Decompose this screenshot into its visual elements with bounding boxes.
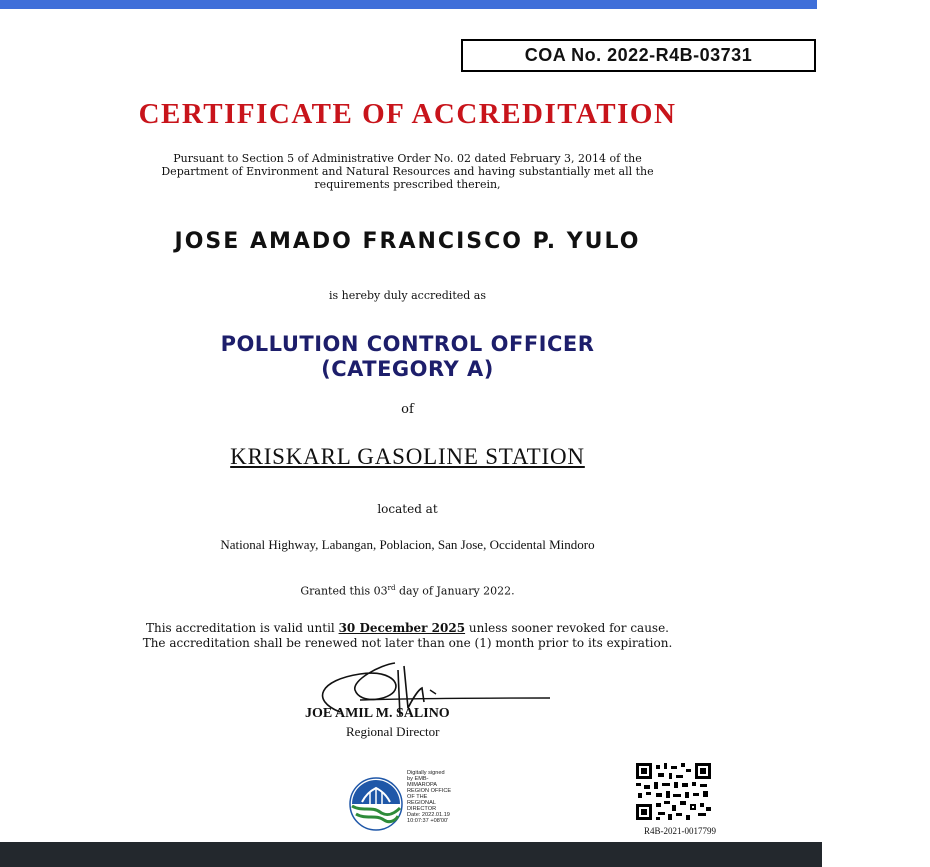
digital-signature-stamp xyxy=(407,770,467,824)
granted-date xyxy=(0,584,815,598)
accredited-name: JOSE AMADO FRANCISCO P. YULO xyxy=(174,229,641,254)
validity-date: 30 December 2025 xyxy=(338,621,466,635)
preamble-line: requirements prescribed therein, xyxy=(314,178,501,191)
company-name: KRISKARL GASOLINE STATION xyxy=(230,444,585,469)
accreditation-role xyxy=(0,332,815,382)
validity-line-1 xyxy=(0,621,815,636)
certificate-title: CERTIFICATE OF ACCREDITATION xyxy=(138,98,677,130)
role-line-2: (CATEGORY A) xyxy=(321,357,494,381)
dsig-line: Date: 2022.01.19 xyxy=(407,812,450,818)
dsig-line: OF THE xyxy=(407,794,428,800)
preamble xyxy=(0,152,815,191)
preamble-line: Pursuant to Section 5 of Administrative Order No. 02 dated February 3, 2014 of the xyxy=(173,152,642,165)
dsig-line: MIMAROPA xyxy=(407,782,438,788)
signatory-name: JOE AMIL M. SALINO xyxy=(305,706,450,721)
granted-prefix: Granted this 03 xyxy=(300,584,388,598)
company-address: National Highway, Labangan, Poblacion, San Jose, Occidental Mindoro xyxy=(220,537,595,552)
preamble-line: Department of Environment and Natural Resources and having substantially met all the xyxy=(161,165,654,178)
dsig-line: DIRECTOR xyxy=(407,806,437,812)
qr-code-text: R4B-2021-0017799 xyxy=(644,826,716,836)
coa-number: COA No. 2022-R4B-03731 xyxy=(524,45,753,65)
located-text: located at xyxy=(377,502,438,516)
dsig-line: by EMB- xyxy=(407,776,429,782)
validity-prefix: This accreditation is valid until xyxy=(145,621,339,635)
emb-logo-icon xyxy=(348,776,404,832)
granted-ordinal: rd xyxy=(387,584,396,592)
role-line-1: POLLUTION CONTROL OFFICER xyxy=(220,332,595,356)
dsig-line: 10:07:37 +08'00' xyxy=(407,818,449,824)
of-text: of xyxy=(401,402,414,417)
validity-line-2: The accreditation shall be renewed not later than one (1) month prior to its expiration. xyxy=(142,636,673,650)
dsig-line: REGION OFFICE xyxy=(407,788,452,794)
granted-rest: day of January 2022. xyxy=(395,584,515,598)
validity-statement xyxy=(0,621,815,651)
accredited-phrase: is hereby duly accredited as xyxy=(328,289,486,302)
dsig-line: REGIONAL xyxy=(407,800,436,806)
dsig-line: Digitally signed xyxy=(407,770,445,776)
bottom-bar xyxy=(0,842,822,867)
top-accent-bar xyxy=(0,0,817,9)
signatory-title: Regional Director xyxy=(346,724,440,739)
validity-suffix: unless sooner revoked for cause. xyxy=(465,621,669,635)
qr-code-icon xyxy=(636,763,711,820)
coa-number-box xyxy=(461,39,816,72)
